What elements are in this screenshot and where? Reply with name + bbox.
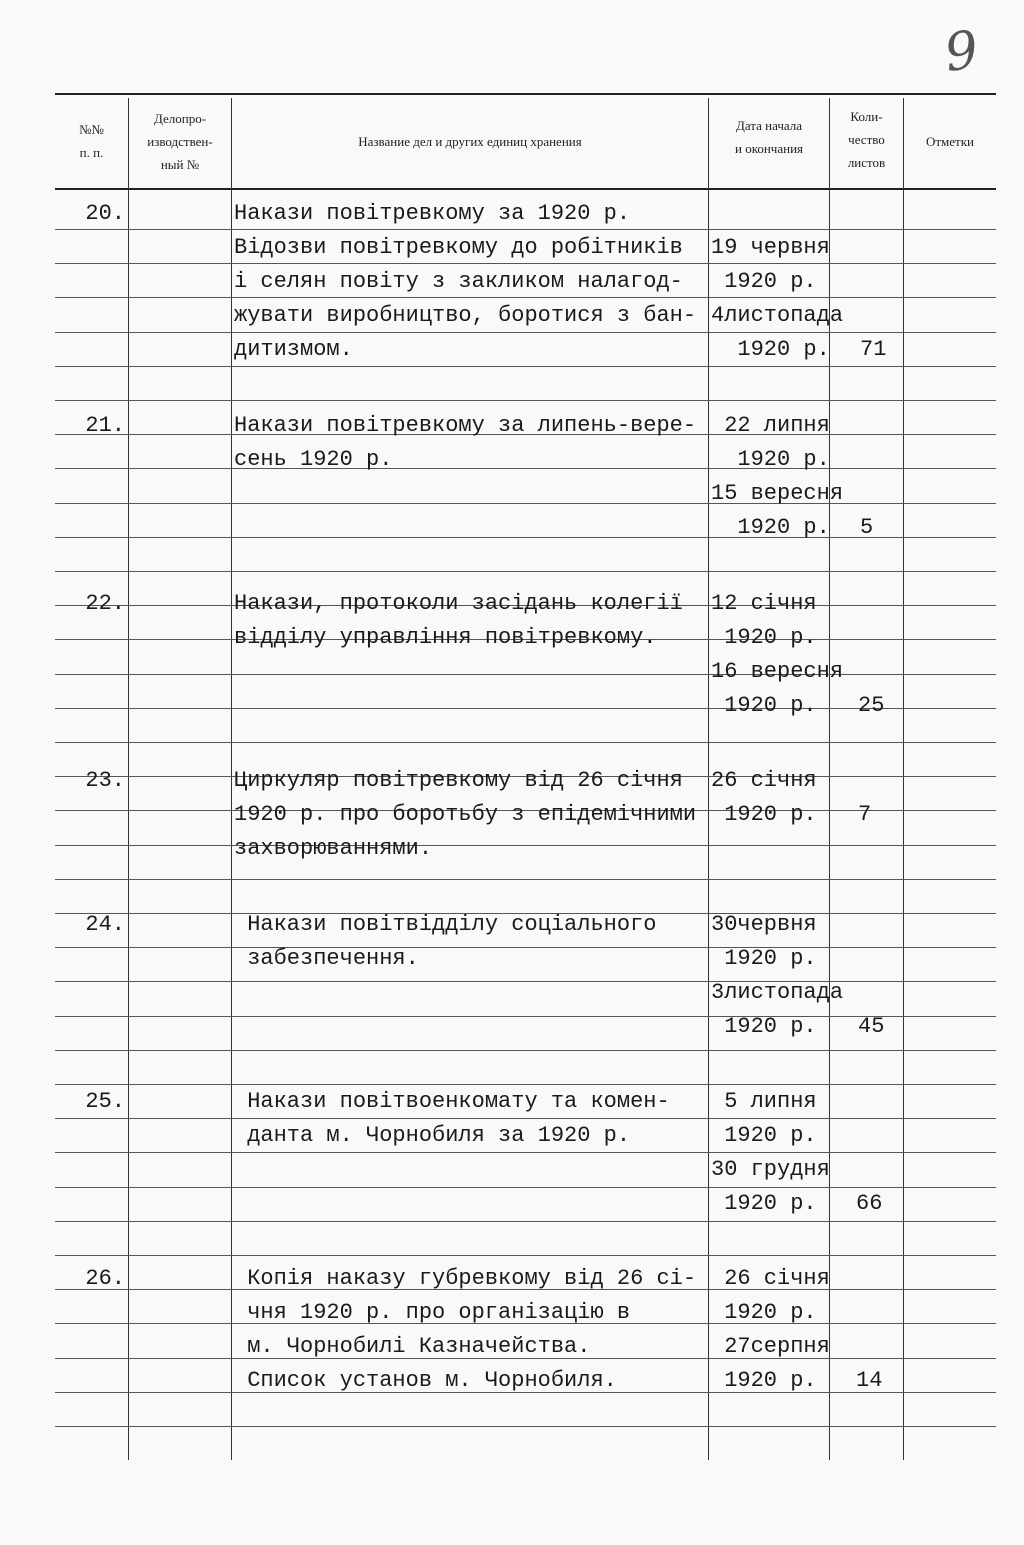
record-title-line: данта м. Чорнобиля за 1920 р. bbox=[234, 1123, 631, 1148]
record-date-line: 1920 р. bbox=[711, 447, 830, 472]
record-date-line: 1920 р. bbox=[711, 1191, 817, 1216]
record-sheet-count: 25 bbox=[858, 693, 885, 718]
record-date-line: 1920 р. bbox=[711, 269, 817, 294]
record-sheet-count: 66 bbox=[856, 1191, 883, 1216]
record-title-line: Накази повітвоенкомату та комен- bbox=[234, 1089, 670, 1114]
record-sheet-count: 45 bbox=[858, 1014, 885, 1039]
record-number: 25. bbox=[85, 1089, 125, 1114]
record-number: 23. bbox=[85, 768, 125, 793]
ruled-line bbox=[55, 1255, 996, 1256]
record-title-line: дитизмом. bbox=[234, 337, 353, 362]
ruled-line bbox=[55, 879, 996, 880]
ruled-line bbox=[55, 1426, 996, 1427]
ruled-line bbox=[55, 674, 996, 675]
record-title-line: і селян повіту з закликом налагод- bbox=[234, 269, 683, 294]
ruled-line bbox=[55, 708, 996, 709]
page-number: 9 bbox=[940, 19, 983, 85]
record-date-line: 3листопада bbox=[711, 980, 844, 1005]
record-date-line: 1920 р. bbox=[711, 1014, 817, 1039]
record-title-line: жувати виробництво, боротися з бан- bbox=[234, 303, 697, 328]
record-title-line: Накази повітревкому за 1920 р. bbox=[234, 201, 631, 226]
record-date-line: 1920 р. bbox=[711, 515, 830, 540]
record-title-line: м. Чорнобилі Казначейства. bbox=[234, 1334, 591, 1359]
record-date-line: 1920 р. bbox=[711, 802, 817, 827]
record-sheet-count: 14 bbox=[856, 1368, 883, 1393]
record-date-line: 1920 р. bbox=[711, 1123, 817, 1148]
record-date-line: 30червня bbox=[711, 912, 817, 937]
ruled-line bbox=[55, 503, 996, 504]
record-date-line: 30 грудня bbox=[711, 1157, 830, 1182]
record-title-line: Накази повітвідділу соціального bbox=[234, 912, 657, 937]
ruled-line bbox=[55, 468, 996, 469]
record-title-line: Список установ м. Чорнобиля. bbox=[234, 1368, 617, 1393]
record-title-line: сень 1920 р. bbox=[234, 447, 393, 472]
record-sheet-count: 71 bbox=[860, 337, 887, 362]
table-top-rule bbox=[55, 93, 996, 95]
record-date-line: 5 липня bbox=[711, 1089, 817, 1114]
record-title-line: Циркуляр повітревкому від 26 січня bbox=[234, 768, 683, 793]
record-title-line: захворюваннями. bbox=[234, 836, 433, 861]
record-date-line: 22 липня bbox=[711, 413, 830, 438]
header-col-dates: Дата начала и окончания bbox=[734, 118, 804, 156]
record-title-line: відділу управління повітревкому. bbox=[234, 625, 657, 650]
record-date-line: 26 січня bbox=[711, 1266, 830, 1291]
ruled-line bbox=[55, 1221, 996, 1222]
record-date-line: 27серпня bbox=[711, 1334, 830, 1359]
ruled-line bbox=[55, 1187, 996, 1188]
record-date-line: 1920 р. bbox=[711, 946, 817, 971]
record-date-line: 1920 р. bbox=[711, 337, 830, 362]
ruled-line bbox=[55, 947, 996, 948]
ruled-line bbox=[55, 400, 996, 401]
record-date-line: 1920 р. bbox=[711, 693, 817, 718]
ruled-line bbox=[55, 742, 996, 743]
record-number: 24. bbox=[85, 912, 125, 937]
ruled-line bbox=[55, 1016, 996, 1017]
record-date-line: 12 січня bbox=[711, 591, 817, 616]
record-date-line: 4листопада bbox=[711, 303, 844, 328]
header-col-no: №№ п. п. bbox=[79, 122, 104, 160]
record-title-line: 1920 р. про боротьбу з епідемічними bbox=[234, 802, 697, 827]
header-col-ref: Делопро- изводствен- ный № bbox=[147, 111, 213, 172]
table-header-rule bbox=[55, 188, 996, 190]
record-date-line: 19 червня bbox=[711, 235, 830, 260]
header-col-title: Название дел и других единиц хранения bbox=[358, 134, 582, 149]
header-col-notes: Отметки bbox=[925, 134, 975, 149]
record-title-line: забезпечення. bbox=[234, 946, 419, 971]
record-title-line: Відозви повітревкому до робітників bbox=[234, 235, 683, 260]
record-date-line: 1920 р. bbox=[711, 625, 817, 650]
record-title-line: Накази повітревкому за липень-вере- bbox=[234, 413, 697, 438]
record-sheet-count: 5 bbox=[860, 515, 874, 540]
record-date-line: 26 січня bbox=[711, 768, 817, 793]
ruled-line bbox=[55, 981, 996, 982]
ruled-line bbox=[55, 571, 996, 572]
header-col-count: Коли- чество листов bbox=[847, 109, 886, 170]
record-date-line: 15 вересня bbox=[711, 481, 844, 506]
record-number: 22. bbox=[85, 591, 125, 616]
record-number: 26. bbox=[85, 1266, 125, 1291]
record-title-line: Накази, протоколи засідань колегії bbox=[234, 591, 683, 616]
ruled-line bbox=[55, 845, 996, 846]
record-sheet-count: 7 bbox=[858, 802, 872, 827]
record-date-line: 1920 р. bbox=[711, 1368, 817, 1393]
record-title-line: Копія наказу губревкому від 26 сі- bbox=[234, 1266, 697, 1291]
ruled-line bbox=[55, 537, 996, 538]
ruled-line bbox=[55, 1050, 996, 1051]
record-title-line: чня 1920 р. про організацію в bbox=[234, 1300, 631, 1325]
record-number: 21. bbox=[85, 413, 125, 438]
record-date-line: 1920 р. bbox=[711, 1300, 817, 1325]
ruled-line bbox=[55, 366, 996, 367]
record-date-line: 16 вересня bbox=[711, 659, 844, 684]
record-number: 20. bbox=[85, 201, 125, 226]
